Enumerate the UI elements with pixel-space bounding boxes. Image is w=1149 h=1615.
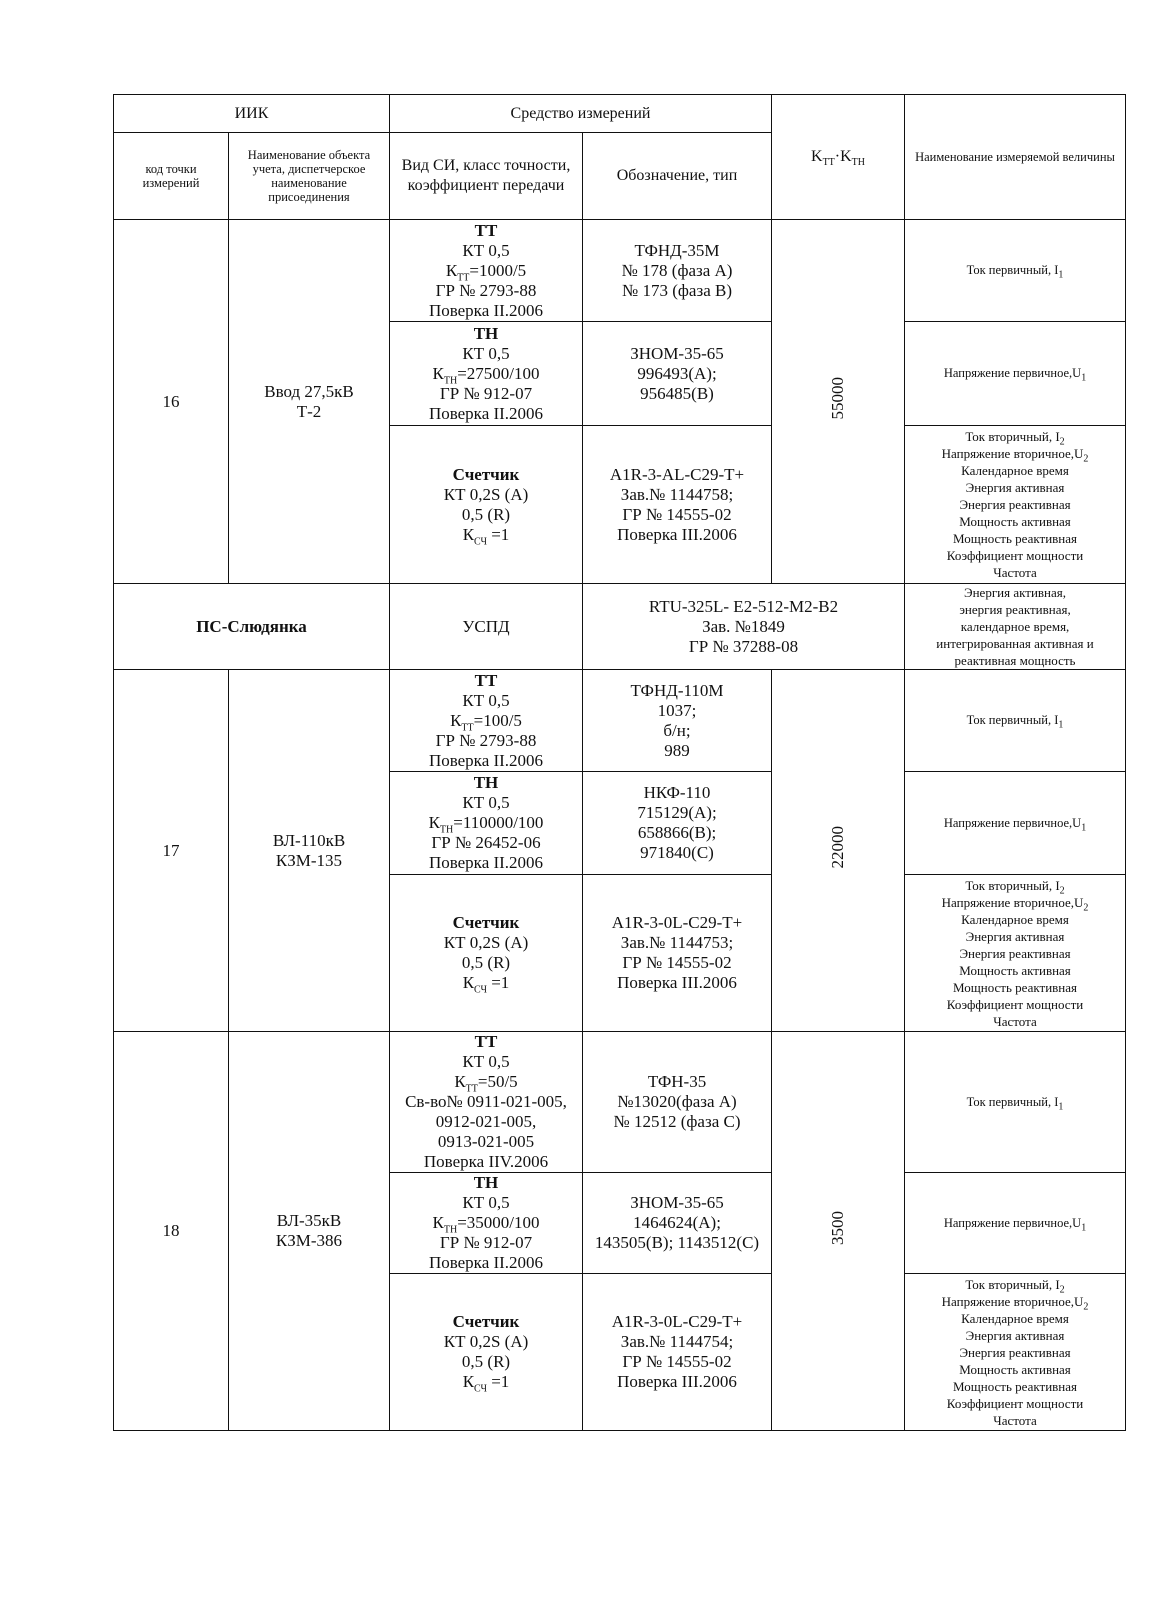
measured-quantity-cell [905, 772, 1126, 875]
si-type-line: КТ 0,5 [462, 690, 510, 710]
designation-line: 658866(В); [637, 823, 717, 842]
si-kind: Счетчик [452, 1312, 520, 1331]
si-type-line: $К_{ТТ}=100/5$ [450, 710, 522, 733]
si-type-line: КТ 0,2S (А) [443, 484, 529, 504]
si-type-line: ГР № 26452-06 [431, 833, 541, 852]
measured-quantity-line: Календарное время [961, 463, 1069, 478]
designation-line: 956485(В) [640, 383, 714, 403]
measured-quantity-line: Мощность активная [959, 514, 1071, 529]
measured-quantity-line: Энергия реактивная [959, 1344, 1071, 1360]
si-type-line: Поверка IIV.2006 [423, 1152, 549, 1171]
measured-quantity-line: Напряжение $первичное,U_1$ [943, 366, 1087, 384]
si-type-line: ГР № 2793-88 [435, 730, 537, 750]
si-type-line: $К_{ТН}=27500/100$ [432, 363, 540, 386]
measured-quantity-line: Ток вторичный, $I_2$ [965, 1276, 1065, 1296]
si-kind: Счетчик [452, 913, 520, 932]
designation-cell [583, 426, 772, 584]
designation-line: ГР № 14555-02 [622, 1352, 732, 1371]
si-type-cell [390, 1274, 583, 1431]
uspd-quantity-line: Энергия активная, [964, 585, 1066, 600]
measured-quantity-line: Напряжение $вторичное,U_2$ [941, 446, 1089, 465]
designation-line: Зав.№ 1144753; [620, 933, 734, 952]
measured-quantity-line: Энергия активная [965, 1327, 1065, 1343]
measured-quantity-line: Энергия реактивная [959, 497, 1071, 512]
designation-line: № 173 (фаза В) [622, 280, 732, 300]
measured-quantity-cell [905, 875, 1126, 1032]
object-name-line: ВЛ-110кВ [272, 830, 346, 850]
si-type-line: $К_{СЧ} =1$ [462, 524, 510, 547]
si-type-line: Поверка II.2006 [428, 750, 544, 770]
uspd-quantity-line: календарное время, [960, 619, 1070, 634]
si-type-line: КТ 0,2S (А) [443, 1332, 529, 1351]
object-name-line: Т-2 [296, 401, 322, 421]
si-type-line: Поверка II.2006 [428, 300, 544, 320]
ratio-value: 55000 [828, 377, 848, 420]
designation-line: 989 [664, 740, 690, 760]
designation-cell [583, 1032, 772, 1173]
uspd-quantity-line: реактивная мощность [954, 653, 1076, 668]
measured-quantity-line: Мощность реактивная [953, 1378, 1077, 1394]
point-code: 18 [114, 1032, 229, 1431]
designation-line: № 12512 (фаза С) [613, 1112, 741, 1131]
si-kind: ТН [473, 1173, 499, 1192]
measured-quantity-cell [905, 426, 1126, 584]
measured-quantity-line: Напряжение $вторичное,U_2$ [941, 894, 1089, 914]
uspd-quantity-line: интегрированная активная и [936, 636, 1094, 651]
si-type-line: КТ 0,5 [462, 240, 510, 260]
ratio-cell [772, 670, 905, 1032]
uspd-kind: УСПД [390, 584, 583, 670]
si-type-line: Поверка II.2006 [428, 853, 544, 872]
si-type-line: Поверка II.2006 [428, 403, 544, 423]
designation-line: ЗНОМ-35-65 [630, 343, 724, 363]
designation-line: № 178 (фаза А) [621, 260, 733, 280]
si-kind: ТТ [474, 1032, 498, 1051]
designation-line: НКФ-110 [643, 783, 711, 802]
si-type-line: $К_{СЧ} =1$ [462, 1372, 510, 1395]
si-type-cell [390, 670, 583, 772]
measured-quantity-line: Напряжение $первичное,U_1$ [943, 1215, 1087, 1233]
ratio-value: 3500 [828, 1211, 848, 1245]
si-type-line: 0912-021-005, [435, 1112, 537, 1131]
si-type-line: $К_{СЧ} =1$ [462, 973, 510, 996]
si-kind: ТН [473, 323, 499, 343]
measured-quantity-line: Ток вторичный, $I_2$ [965, 877, 1065, 897]
si-type-line: Св-во№ 0911-021-005, [405, 1092, 567, 1111]
object-name [229, 1032, 390, 1431]
uspd-designation-line: RTU-325L- E2-512-M2-B2 [648, 596, 839, 616]
measured-quantity-line: Коэффициент мощности [946, 996, 1084, 1012]
si-type-line: $К_{ТТ}=50/5$ [454, 1072, 518, 1095]
si-type-line: $К_{ТН}=35000/100$ [432, 1213, 540, 1236]
measured-quantity-line: Ток первичный, $I_1$ [966, 1094, 1064, 1112]
uspd-designation [583, 584, 905, 670]
si-type-line: КТ 0,5 [462, 343, 510, 363]
designation-cell [583, 1173, 772, 1274]
point-code: 16 [114, 220, 229, 584]
si-kind: ТН [473, 773, 499, 792]
designation-cell [583, 1274, 772, 1431]
designation-line: 996493(А); [637, 363, 717, 383]
si-type-line: ГР № 2793-88 [435, 280, 537, 300]
designation-line: Поверка III.2006 [617, 1372, 737, 1391]
measured-quantity-line: Частота [993, 1013, 1037, 1029]
si-type-line: 0913-021-005 [437, 1132, 535, 1151]
measured-quantity-cell [905, 220, 1126, 322]
measured-quantity-cell [905, 322, 1126, 426]
designation-line: ЗНОМ-35-65 [630, 1193, 724, 1212]
si-type-cell [390, 220, 583, 322]
si-type-line: 0,5 (R) [461, 1352, 511, 1371]
designation-line: А1R-3-0L-C29-T+ [611, 913, 743, 932]
ratio-value: 22000 [828, 826, 848, 869]
designation-line: 1464624(А); [633, 1213, 721, 1232]
measured-quantity-line: Энергия активная [965, 480, 1065, 495]
si-type-line: $К_{ТТ}=1000/5$ [445, 260, 527, 283]
object-name-line: КЗМ-386 [275, 1231, 343, 1250]
measured-quantity-line: Ток вторичный, $I_2$ [965, 429, 1065, 448]
si-kind: ТТ [474, 220, 498, 240]
designation-line: №13020(фаза А) [617, 1092, 737, 1111]
designation-cell [583, 220, 772, 322]
si-type-line: КТ 0,5 [462, 793, 510, 812]
si-kind: ТТ [474, 670, 498, 690]
si-type-line: КТ 0,5 [462, 1193, 510, 1212]
designation-cell [583, 875, 772, 1032]
object-name [229, 220, 390, 584]
si-type-cell [390, 426, 583, 584]
measured-quantity-line: Мощность активная [959, 1361, 1071, 1377]
designation-line: 971840(С) [640, 843, 714, 862]
measured-quantity-cell [905, 1274, 1126, 1431]
measured-quantity-line: Напряжение $вторичное,U_2$ [941, 1293, 1089, 1313]
measured-quantity-line: Коэффициент мощности [946, 1395, 1084, 1411]
designation-line: Поверка III.2006 [617, 524, 737, 544]
header-si-type: Вид СИ, класс точности, коэффициент передачи [390, 133, 583, 220]
designation-line: А1R-3-0L-C29-T+ [611, 1312, 743, 1331]
designation-line: Зав.№ 1144754; [620, 1332, 734, 1351]
measured-quantity-line: Календарное время [961, 1310, 1069, 1326]
designation-line: 715129(А); [637, 803, 717, 822]
si-type-line: КТ 0,2S (А) [443, 933, 529, 952]
si-type-cell [390, 772, 583, 875]
uspd-quantity [905, 584, 1126, 670]
si-type-cell [390, 322, 583, 426]
uspd-quantity-line: энергия реактивная, [959, 602, 1071, 617]
designation-line: А1R-3-AL-C29-T+ [609, 464, 745, 484]
designation-cell [583, 322, 772, 426]
object-name-line: ВЛ-35кВ [276, 1211, 342, 1230]
designation-line: ТФН-35 [647, 1072, 707, 1091]
measured-quantity-cell [905, 1173, 1126, 1274]
si-type-cell [390, 875, 583, 1032]
measured-quantity-line: Энергия реактивная [959, 945, 1071, 961]
designation-line: 1037; [657, 700, 697, 720]
si-type-line: Поверка II.2006 [428, 1253, 544, 1272]
measured-quantity-line: Энергия активная [965, 928, 1065, 944]
measured-quantity-line: Мощность реактивная [953, 979, 1077, 995]
designation-line: ТФНД-35М [634, 240, 720, 260]
object-name-line: Ввод 27,5кВ [264, 381, 354, 401]
header-object-name: Наименование объекта учета, диспетчерское наименование присоединения [229, 133, 390, 220]
measured-quantity-line: Ток первичный, $I_1$ [966, 263, 1064, 281]
header-iik: ИИК [114, 95, 390, 133]
measured-quantity-line: Частота [993, 1412, 1037, 1428]
si-type-cell [390, 1173, 583, 1274]
designation-line: ТФНД-110М [630, 680, 724, 700]
designation-line: Поверка III.2006 [617, 973, 737, 992]
si-type-line: $К_{ТН}=110000/100$ [428, 813, 544, 836]
si-type-line: 0,5 (R) [461, 953, 511, 972]
measured-quantity-line: Коэффициент мощности [946, 548, 1084, 563]
uspd-designation-line: ГР № 37288-08 [688, 636, 799, 656]
ratio-cell [772, 1032, 905, 1431]
header-measured-quantity: Наименование измеряемой величины [905, 95, 1126, 220]
header-ktt-ktn: $K_{TT}\cdot K_{TH}$ [772, 95, 905, 220]
header-means: Средство измерений [390, 95, 772, 133]
object-name [229, 670, 390, 1032]
si-type-line: 0,5 (R) [461, 504, 511, 524]
measured-quantity-line: Частота [993, 565, 1037, 580]
designation-line: ГР № 14555-02 [622, 953, 732, 972]
si-type-cell [390, 1032, 583, 1173]
uspd-designation-line: Зав. №1849 [702, 616, 785, 636]
measured-quantity-line: Мощность реактивная [953, 531, 1077, 546]
measured-quantity-cell [905, 1032, 1126, 1173]
measurement-table [113, 94, 1126, 1431]
ratio-cell [772, 220, 905, 584]
designation-cell [583, 772, 772, 875]
header-designation: Обозначение, тип [583, 133, 772, 220]
si-type-line: КТ 0,5 [462, 1052, 510, 1071]
measured-quantity-line: Мощность активная [959, 962, 1071, 978]
designation-line: б/н; [663, 720, 691, 740]
designation-line: ГР № 14555-02 [622, 504, 732, 524]
si-type-line: ГР № 912-07 [439, 1233, 533, 1252]
object-name-line: КЗМ-135 [275, 850, 343, 870]
station-name: ПС-Слюдянка [114, 584, 390, 670]
measured-quantity-line: Напряжение $первичное,U_1$ [943, 815, 1087, 833]
measured-quantity-line: Календарное время [961, 911, 1069, 927]
si-kind: Счетчик [452, 464, 520, 484]
measured-quantity-line: Ток первичный, $I_1$ [966, 713, 1064, 731]
si-type-line: ГР № 912-07 [439, 383, 533, 403]
designation-cell [583, 670, 772, 772]
measured-quantity-cell [905, 670, 1126, 772]
designation-line: Зав.№ 1144758; [620, 484, 734, 504]
header-point-code: код точки измерений [114, 133, 229, 220]
point-code: 17 [114, 670, 229, 1032]
designation-line: 143505(В); 1143512(С) [594, 1233, 760, 1252]
